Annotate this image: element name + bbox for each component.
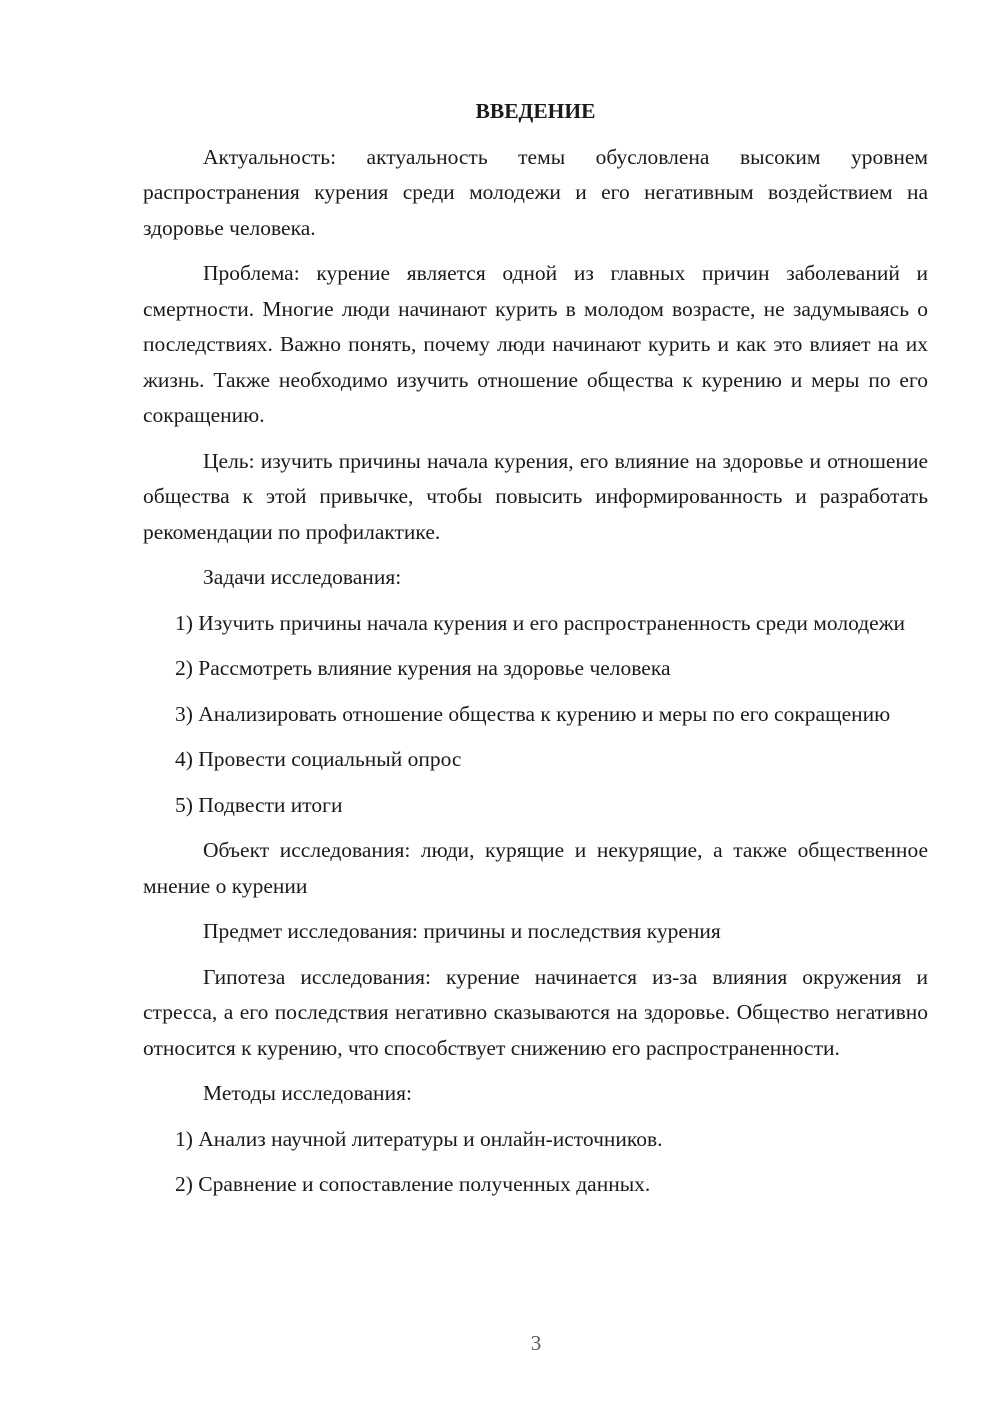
relevance-paragraph: Актуальность: актуальность темы обусловлена высоким уровнем распространения курения среди молодежи и его негативным воздействием на здоровье человека. [143,144,928,240]
method-item-2: 2) Сравнение и сопоставление полученных данных. [175,1172,651,1196]
task-item-5: 5) Подвести итоги [175,792,343,817]
task-item-4: 4) Провести социальный опрос [175,747,462,771]
method-item-1: 1) Анализ научной литературы и онлайн-источников. [175,1126,663,1151]
task-item-3: 3) Анализировать отношение общества к курению и меры по его сокращению [175,701,891,726]
subject-paragraph: Предмет исследования: причины и последствия курения [203,919,721,943]
methods-heading: Методы исследования: [203,1081,412,1105]
object-paragraph: Объект исследования: люди, курящие и некурящие, а также общественное мнение о курении [143,838,928,898]
goal-paragraph: Цель: изучить причины начала курения, его влияние на здоровье и отношение общества к этой привычке, чтобы повысить информированность и разработать рекомендации по профилактике. [143,448,928,544]
section-title: ВВЕДЕНИЕ [475,99,596,123]
task-item-2: 2) Рассмотреть влияние курения на здоровье человека [175,656,671,680]
task-item-1: 1) Изучить причины начала курения и его распространенность среди молодежи [175,610,906,635]
tasks-heading: Задачи исследования: [203,565,402,589]
hypothesis-paragraph: Гипотеза исследования: курение начинается из-за влияния окружения и стресса, а его последствия негативно сказываются на здоровье. Общество негативно относится к курению, что способствует снижению его распространенности. [143,964,928,1060]
page-content [143,94,928,1213]
problem-paragraph: Проблема: курение является одной из главных причин заболеваний и смертности. Многие люди начинают курить в молодом возрасте, не задумываясь о последствиях. Важно понять, почему люди начинают курить и как это влияет на их жизнь. Также необходимо изучить отношение общества к курению и меры по его сокращению. [143,261,928,427]
page-number: 3 [530,1331,542,1355]
